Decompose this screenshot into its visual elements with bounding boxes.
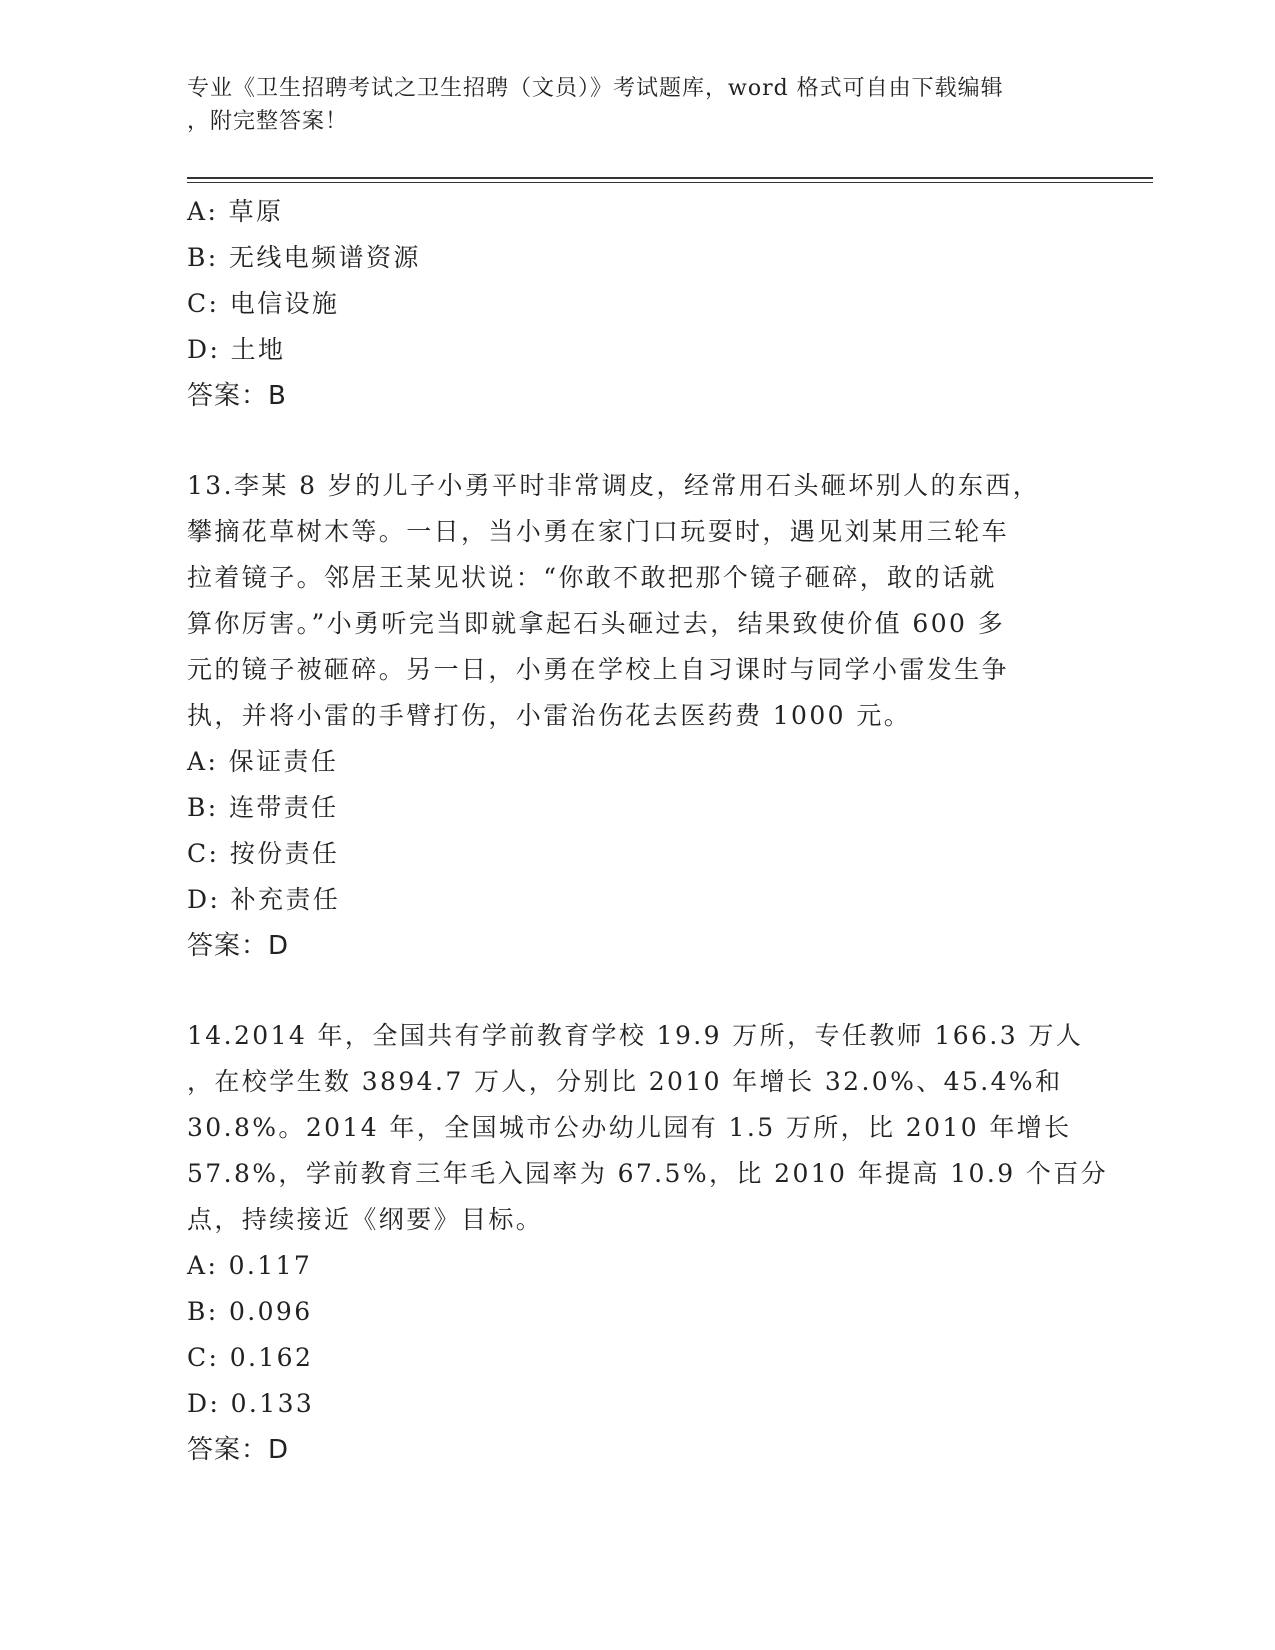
question-text-line: 拉着镜子。邻居王某见状说：“你敢不敢把那个镜子砸碎，敢的话就 [187,563,997,592]
option-b: B: 连带责任 [187,793,339,822]
answer-line: 答案：D [187,931,290,961]
question-text-line: 算你厉害。”小勇听完当即就拿起石头砸过去，结果致使价值 600 多 [187,609,1006,638]
header-divider-thick [187,177,1153,179]
option-c: C: 0.162 [187,1343,314,1372]
question-text-line: 执，并将小雷的手臂打伤，小雷治伤花去医药费 1000 元。 [187,701,912,730]
document-header [187,72,1067,138]
option-a: A: 草原 [187,197,284,226]
question-13 [187,463,1067,969]
option-d: D: 土地 [187,335,286,364]
question-spacer [187,419,1067,463]
option-a: A: 0.117 [187,1251,313,1280]
option-c: C: 按份责任 [187,839,340,868]
question-text-line: 30.8%。2014 年，全国城市公办幼儿园有 1.5 万所，比 2010 年增长 [187,1113,1072,1142]
option-a: A: 保证责任 [187,747,339,776]
question-text-line: 13.李某 8 岁的儿子小勇平时非常调皮，经常用石头砸坏别人的东西， [187,471,1041,500]
question-text-line: 元的镜子被砸碎。另一日，小勇在学校上自习课时与同学小雷发生争 [187,655,1010,684]
question-text-line: 14.2014 年，全国共有学前教育学校 19.9 万所，专任教师 166.3 万人 [187,1021,1084,1050]
question-list [187,189,1109,1473]
option-c: C: 电信设施 [187,289,340,318]
header-line-2: ，附完整答案！ [187,109,349,134]
answer-line: 答案：B [187,381,287,411]
question-text-line: ，在校学生数 3894.7 万人，分别比 2010 年增长 32.0%、45.4%和 [187,1067,1063,1096]
answer-line: 答案：D [187,1435,290,1465]
option-d: D: 补充责任 [187,885,341,914]
option-b: B: 0.096 [187,1297,313,1326]
question-14 [187,1013,1109,1473]
header-line-1: 专业《卫生招聘考试之卫生招聘（文员）》考试题库，word 格式可自由下载编辑 [187,76,1004,101]
question-text-line: 攀摘花草树木等。一日，当小勇在家门口玩耍时，遇见刘某用三轮车 [187,517,1010,546]
question-text-line: 点，持续接近《纲要》目标。 [187,1205,544,1234]
question-spacer [187,969,1067,1013]
option-d: D: 0.133 [187,1389,315,1418]
header-divider-thin [187,182,1153,183]
question-12 [187,189,1067,419]
option-b: B: 无线电频谱资源 [187,243,421,272]
question-text-line: 57.8%，学前教育三年毛入园率为 67.5%，比 2010 年提高 10.9 个百分 [187,1159,1109,1188]
